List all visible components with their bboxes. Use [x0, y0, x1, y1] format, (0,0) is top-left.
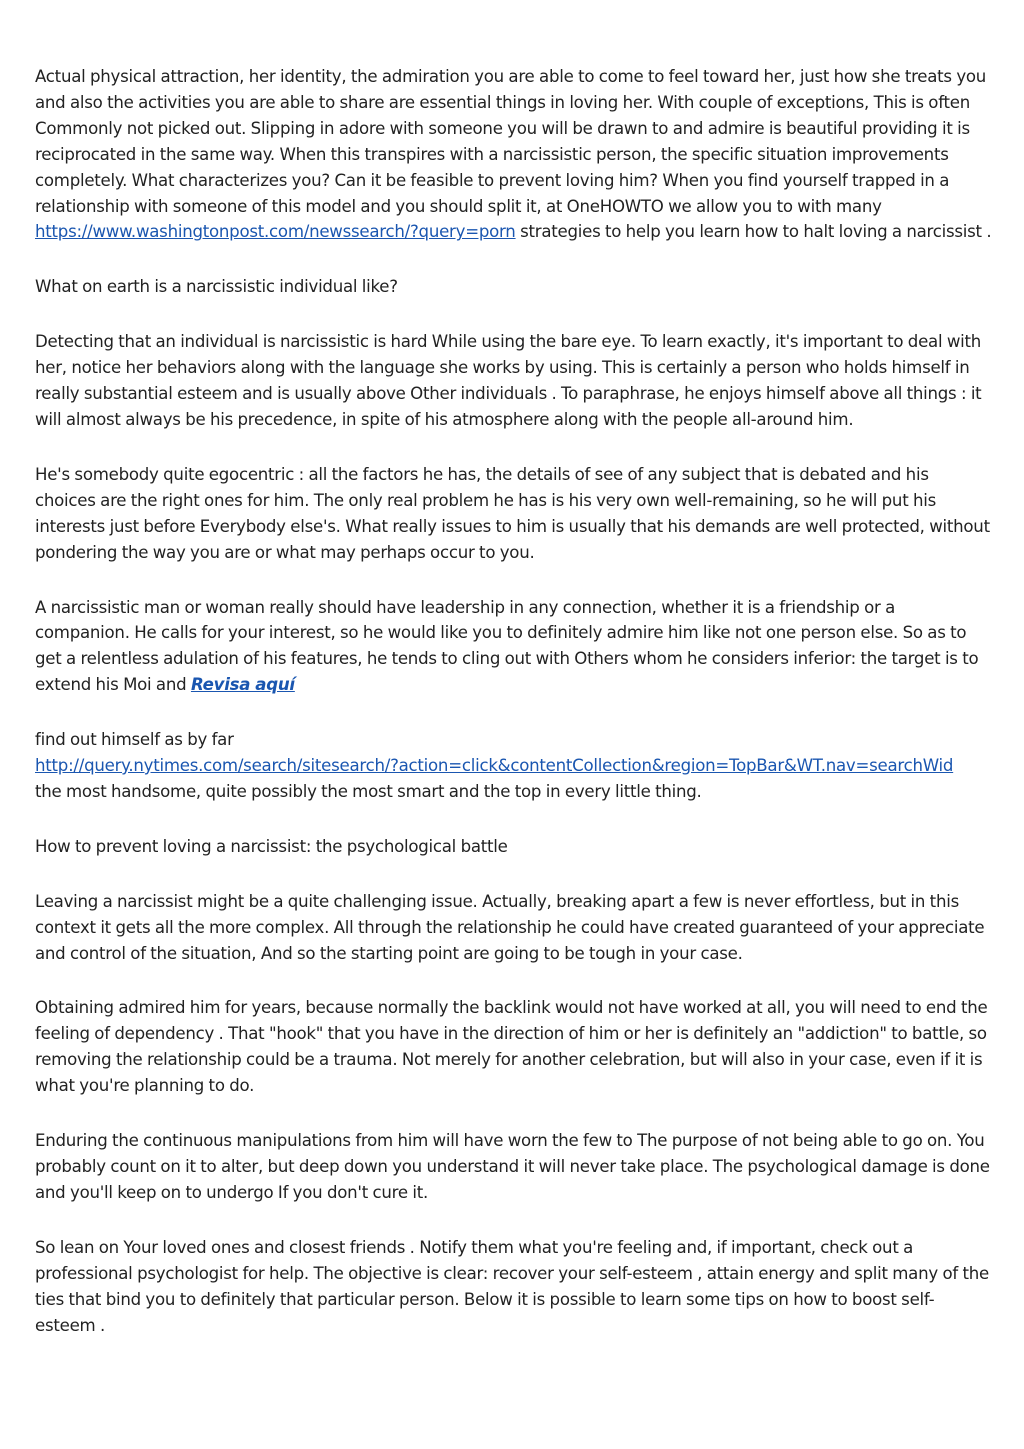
washingtonpost-link[interactable]: https://www.washingtonpost.com/newssearch/?query=porn [35, 222, 516, 242]
paragraph-9: Obtaining admired him for years, because normally the backlink would not have worked at all, you will need to end the feeling of dependency . That "hook" that you have in the direction of him or her is definitely an "addiction" to battle, so removing the relationship could be a trauma. Not merely for another celebration, but will also in your case, even if it is what you're planning to do. [35, 998, 988, 1096]
paragraph-3: Detecting that an individual is narcissistic is hard While using the bare eye. To learn exactly, it's important to deal with her, notice her behaviors along with the language she works by using. This is certainly a person who holds himself in really substantial esteem and is usually above Other individuals . To paraphrase, he enjoys himself above all things : it will almost always be his precedence, in spite of his atmosphere along with the people all-around him. [35, 332, 982, 429]
paragraph-7-heading: How to prevent loving a narcissist: the psychological battle [35, 836, 508, 856]
paragraph-5 [35, 595, 993, 699]
nytimes-search-link[interactable]: http://query.nytimes.com/search/sitesearch/?action=click&contentCollection&region=TopBar&WT.nav=searchWid [35, 756, 954, 776]
paragraph-6-text: find out himself as by far [35, 730, 234, 750]
paragraph-1 [35, 64, 993, 245]
paragraph-11: So lean on Your loved ones and closest friends . Notify them what you're feeling and, if important, check out a professional psychologist for help. The objective is clear: recover your self-esteem , attain energy and split many of the ties that bind you to definitely that particular person. Below it is possible to learn some tips on how to boost self-esteem . [35, 1237, 989, 1335]
revisa-aqui-link[interactable]: Revisa aquí [190, 675, 295, 695]
paragraph-6-text-end: the most handsome, quite possibly the most smart and the top in every little thing. [35, 781, 702, 801]
article-body [35, 64, 993, 1367]
paragraph-4: He's somebody quite egocentric : all the factors he has, the details of see of any subject that is debated and his choices are the right ones for him. The only real problem he has is his very own well-remaining, so he will put his interests just before Everybody else's. What really issues to him is usually that his demands are well protected, without pondering the way you are or what may perhaps occur to you. [35, 464, 990, 562]
paragraph-2-heading: What on earth is a narcissistic individual like? [35, 277, 398, 297]
paragraph-10: Enduring the continuous manipulations from him will have worn the few to The purpose of not being able to go on. You probably count on it to alter, but deep down you understand it will never take place. The psychological damage is done and you'll keep on to undergo If you don't cure it. [35, 1131, 990, 1202]
paragraph-6 [35, 727, 993, 805]
paragraph-1-text-end: strategies to help you learn how to halt loving a narcissist . [515, 222, 992, 242]
paragraph-1-text: Actual physical attraction, her identity, the admiration you are able to come to feel toward her, just how she treats you and also the activities you are able to share are essential things in loving her. With couple of exceptions, This is often Commonly not picked out. Slipping in adore with someone you will be drawn to and admire is beautiful providing it is reciprocated in the same way. When this transpires with a narcissistic person, the specific situation improvements completely. What characterizes you? Can it be feasible to prevent loving him? When you find yourself trapped in a relationship with someone of this model and you should split it, at OneHOWTO we allow you to with many [35, 67, 987, 216]
paragraph-5-text: A narcissistic man or woman really should have leadership in any connection, whether it is a friendship or a companion. He calls for your interest, so he would like you to definitely admire him like not one person else. So as to get a relentless adulation of his features, he tends to cling out with Others whom he considers inferior: the target is to extend his Moi and [35, 597, 979, 695]
paragraph-8: Leaving a narcissist might be a quite challenging issue. Actually, breaking apart a few is never effortless, but in this context it gets all the more complex. All through the relationship he could have created guaranteed of your appreciate and control of the situation, And so the starting point are going to be tough in your case. [35, 891, 985, 963]
